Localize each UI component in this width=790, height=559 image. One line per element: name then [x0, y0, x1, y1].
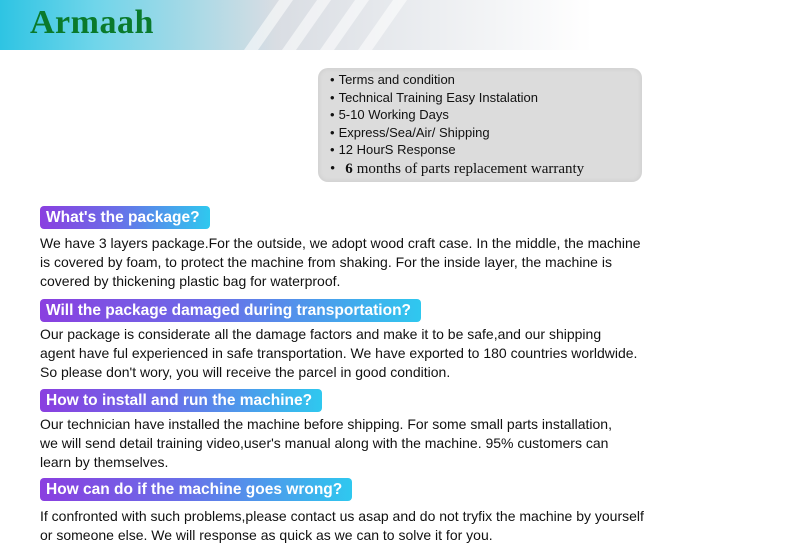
answer-line: So please don't wory, you will receive the parcel in good condition. [40, 364, 451, 380]
terms-item: • 5-10 Working Days [330, 107, 449, 122]
answer-line: agent have ful experienced in safe transportation. We have exported to 180 countries worldwide. [40, 345, 638, 361]
faq-answer-wrong [40, 507, 760, 545]
terms-list [318, 68, 642, 179]
brand-logo-text: Armaah [30, 4, 154, 41]
faq-answer-install [40, 415, 760, 472]
terms-box [318, 68, 642, 182]
terms-item: • 12 HourS Response [330, 142, 456, 157]
answer-line: we will send detail training video,user's manual along with the machine. 95% customers can [40, 435, 609, 451]
terms-item: • Express/Sea/Air/ Shipping [330, 124, 490, 140]
faq-question-wrong: How can do if the machine goes wrong? [40, 478, 352, 501]
faq-question-install: How to install and run the machine? [40, 389, 322, 412]
faq-answer-package [40, 234, 760, 291]
header-banner [0, 0, 790, 50]
answer-line: Our technician have installed the machine before shipping. For some small parts installation, [40, 416, 612, 432]
faq-question-package: What's the package? [40, 206, 210, 229]
answer-line: learn by themselves. [40, 454, 169, 470]
faq-answer-transport [40, 325, 760, 382]
terms-item: • Terms and condition [330, 72, 455, 87]
answer-line: or someone else. We will response as quick as we can to solve it for you. [40, 527, 493, 543]
faq-question-transport: Will the package damaged during transportation? [40, 299, 421, 322]
answer-line: We have 3 layers package.For the outside, we adopt wood craft case. In the middle, the machine [40, 235, 641, 251]
answer-line: Our package is considerate all the damage factors and make it to be safe,and our shipping [40, 326, 602, 342]
terms-item-warranty: • 6 months of parts replacement warranty [330, 160, 585, 177]
answer-line: is covered by foam, to protect the machine from shaking. For the inside layer, the machine is [40, 254, 612, 270]
terms-item: • Technical Training Easy Instalation [330, 89, 539, 105]
answer-line: If confronted with such problems,please contact us asap and do not tryfix the machine by yourself [40, 508, 644, 524]
answer-line: covered by thickening plastic bag for waterproof. [40, 273, 341, 289]
